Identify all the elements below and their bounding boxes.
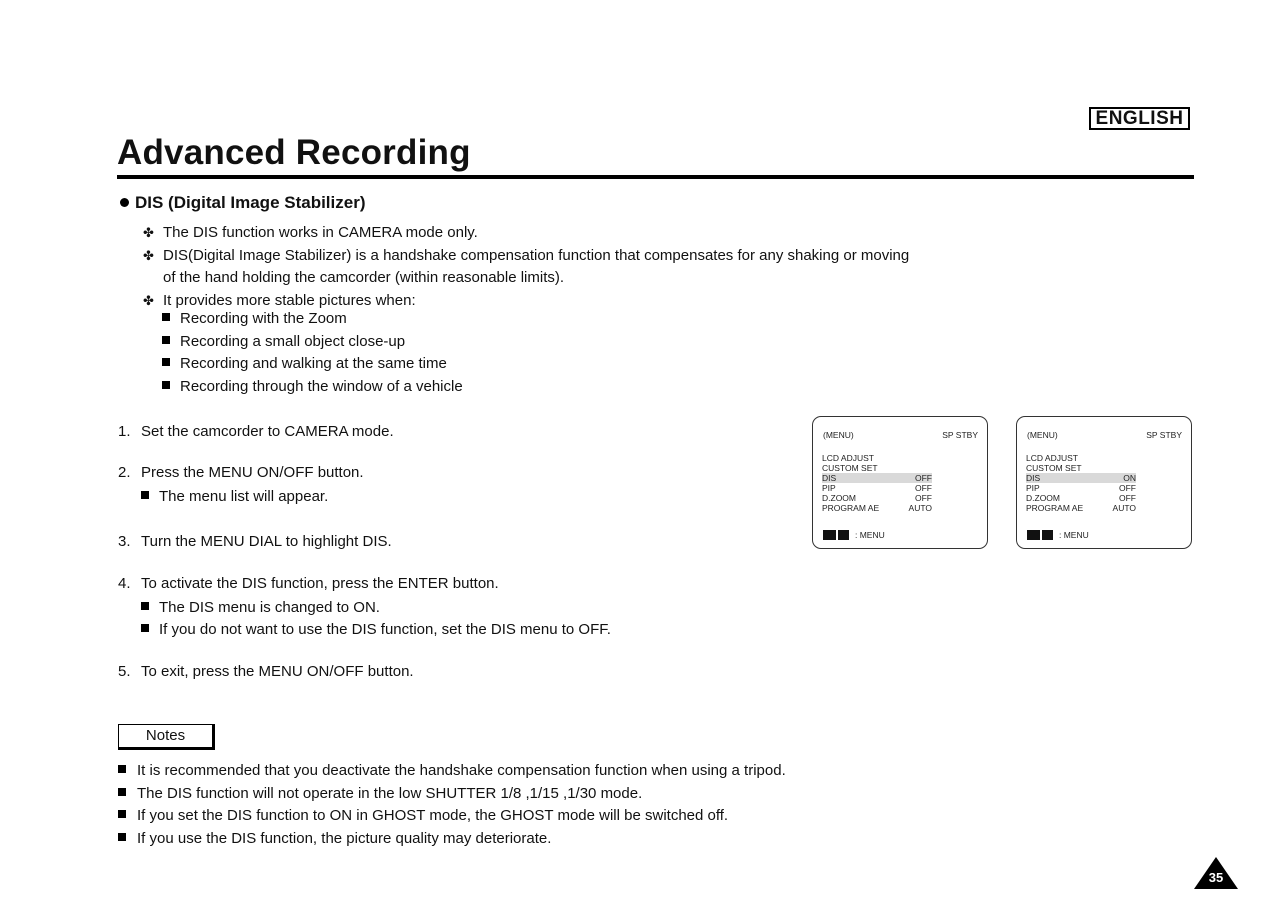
page-title: Advanced Recording xyxy=(117,133,471,172)
menu-row-label: PROGRAM AE xyxy=(1026,503,1084,513)
list-item xyxy=(118,828,786,851)
menu-row-label: PROGRAM AE xyxy=(822,503,880,513)
list-item xyxy=(118,805,786,828)
menu-header: (MENU) xyxy=(823,430,854,440)
condition-text: Recording and walking at the same time xyxy=(180,355,447,372)
menu-row-label: CUSTOM SET xyxy=(1026,463,1082,473)
menu-dial-icon xyxy=(1027,530,1053,540)
menu-row-value: OFF xyxy=(915,483,932,493)
menu-row-value: ON xyxy=(1123,473,1136,483)
menu-row-highlighted xyxy=(1026,473,1136,483)
list-item xyxy=(162,353,463,376)
condition-text: Recording through the window of a vehicle xyxy=(180,377,463,395)
square-bullet-icon xyxy=(118,833,126,841)
menu-row xyxy=(1026,503,1136,513)
menu-row xyxy=(822,453,932,463)
menu-status: SP STBY xyxy=(942,430,978,440)
square-bullet-icon xyxy=(141,491,149,499)
step-text: Turn the MENU DIAL to highlight DIS. xyxy=(141,533,392,550)
step-note-text: The menu list will appear. xyxy=(159,488,329,505)
step-text: Set the camcorder to CAMERA mode. xyxy=(141,423,394,440)
menu-row-value: OFF xyxy=(1119,483,1136,493)
step-note-text: If you do not want to use the DIS function, set the DIS menu to OFF. xyxy=(159,621,611,638)
menu-row xyxy=(1026,453,1136,463)
menu-row-value: OFF xyxy=(915,473,932,483)
clover-bullet-icon: ✤ xyxy=(143,247,154,263)
step-note-text: The DIS menu is changed to ON. xyxy=(159,599,380,616)
note-text: The DIS function will not operate in the low SHUTTER 1/8 ,1/15 ,1/30 mode. xyxy=(137,784,643,802)
step-note xyxy=(141,486,328,507)
menu-row-value: OFF xyxy=(1119,493,1136,503)
menu-row-value: AUTO xyxy=(1112,503,1136,513)
note-text: If you use the DIS function, the picture quality may deteriorate. xyxy=(137,829,552,847)
step-4 xyxy=(118,573,499,594)
notes-label: Notes xyxy=(118,724,215,750)
step-number: 5. xyxy=(118,663,131,680)
menu-row xyxy=(822,483,932,493)
intro-item xyxy=(143,245,923,290)
menu-header: (MENU) xyxy=(1027,430,1058,440)
menu-row xyxy=(1026,463,1136,473)
step-1 xyxy=(118,421,394,442)
step-text: To exit, press the MENU ON/OFF button. xyxy=(141,663,414,680)
menu-row xyxy=(822,503,932,513)
square-bullet-icon xyxy=(162,336,170,344)
step-number: 4. xyxy=(118,575,131,592)
list-item xyxy=(118,760,786,783)
menu-list xyxy=(822,453,932,513)
intro-text: It provides more stable pictures when: xyxy=(163,291,416,309)
square-bullet-icon xyxy=(118,788,126,796)
condition-text: Recording a small object close-up xyxy=(180,332,406,350)
conditions-list xyxy=(162,308,463,398)
intro-text: DIS(Digital Image Stabilizer) is a handshake compensation function that compensates for any shaking or moving of the hand holding the camcorder (within reasonable limits). xyxy=(163,246,910,286)
title-rule xyxy=(117,175,1194,179)
menu-row-label: CUSTOM SET xyxy=(822,463,878,473)
menu-row-value: OFF xyxy=(915,493,932,503)
menu-row-label: DIS xyxy=(1026,473,1041,483)
menu-row-label: D.ZOOM xyxy=(1026,493,1060,503)
step-note xyxy=(141,619,611,640)
list-item xyxy=(162,331,463,354)
square-bullet-icon xyxy=(141,602,149,610)
intro-item xyxy=(143,222,923,245)
page-number: 35 xyxy=(1208,870,1224,885)
note-text: If you set the DIS function to ON in GHOST mode, the GHOST mode will be switched off. xyxy=(137,807,729,824)
list-item xyxy=(118,783,786,806)
menu-row-label: PIP xyxy=(1026,483,1040,493)
clover-bullet-icon: ✤ xyxy=(143,225,154,240)
menu-row xyxy=(822,463,932,473)
language-badge: ENGLISH xyxy=(1089,107,1190,130)
menu-row-value: AUTO xyxy=(908,503,932,513)
condition-text: Recording with the Zoom xyxy=(180,310,347,327)
section-heading xyxy=(120,193,366,213)
list-item xyxy=(162,376,463,399)
menu-footer xyxy=(823,530,885,540)
menu-footer-text: : MENU xyxy=(855,530,885,540)
square-bullet-icon xyxy=(118,810,126,818)
menu-row xyxy=(1026,493,1136,503)
menu-row-highlighted xyxy=(822,473,932,483)
square-bullet-icon xyxy=(162,381,170,389)
step-note xyxy=(141,597,380,618)
menu-footer-text: : MENU xyxy=(1059,530,1089,540)
menu-row-label: LCD ADJUST xyxy=(1026,453,1078,463)
page-number-badge xyxy=(1194,857,1238,889)
step-text: To activate the DIS function, press the ENTER button. xyxy=(141,575,499,592)
step-3 xyxy=(118,531,392,552)
square-bullet-icon xyxy=(141,624,149,632)
square-bullet-icon xyxy=(162,358,170,366)
step-number: 1. xyxy=(118,423,131,440)
square-bullet-icon xyxy=(162,313,170,321)
intro-list xyxy=(143,222,923,312)
menu-row xyxy=(822,493,932,503)
menu-row-label: DIS xyxy=(822,473,837,483)
menu-list xyxy=(1026,453,1136,513)
menu-status: SP STBY xyxy=(1146,430,1182,440)
list-item xyxy=(162,308,463,331)
step-text: Press the MENU ON/OFF button. xyxy=(141,464,364,481)
menu-dial-icon xyxy=(823,530,849,540)
step-number: 2. xyxy=(118,464,131,481)
menu-row xyxy=(1026,483,1136,493)
clover-bullet-icon: ✤ xyxy=(143,292,154,308)
menu-footer xyxy=(1027,530,1089,540)
note-text: It is recommended that you deactivate the handshake compensation function when using a tripod. xyxy=(137,762,786,779)
step-number: 3. xyxy=(118,533,131,550)
menu-row-label: LCD ADJUST xyxy=(822,453,874,463)
step-2 xyxy=(118,462,364,483)
menu-screen-dis-on xyxy=(1016,416,1192,549)
step-5 xyxy=(118,661,414,682)
notes-list xyxy=(118,760,786,850)
square-bullet-icon xyxy=(118,765,126,773)
intro-text: The DIS function works in CAMERA mode only. xyxy=(163,224,478,241)
menu-screen-dis-off xyxy=(812,416,988,549)
heading-bullet-icon xyxy=(120,198,129,207)
menu-row-label: D.ZOOM xyxy=(822,493,856,503)
section-heading-text: DIS (Digital Image Stabilizer) xyxy=(135,193,366,212)
menu-row-label: PIP xyxy=(822,483,836,493)
